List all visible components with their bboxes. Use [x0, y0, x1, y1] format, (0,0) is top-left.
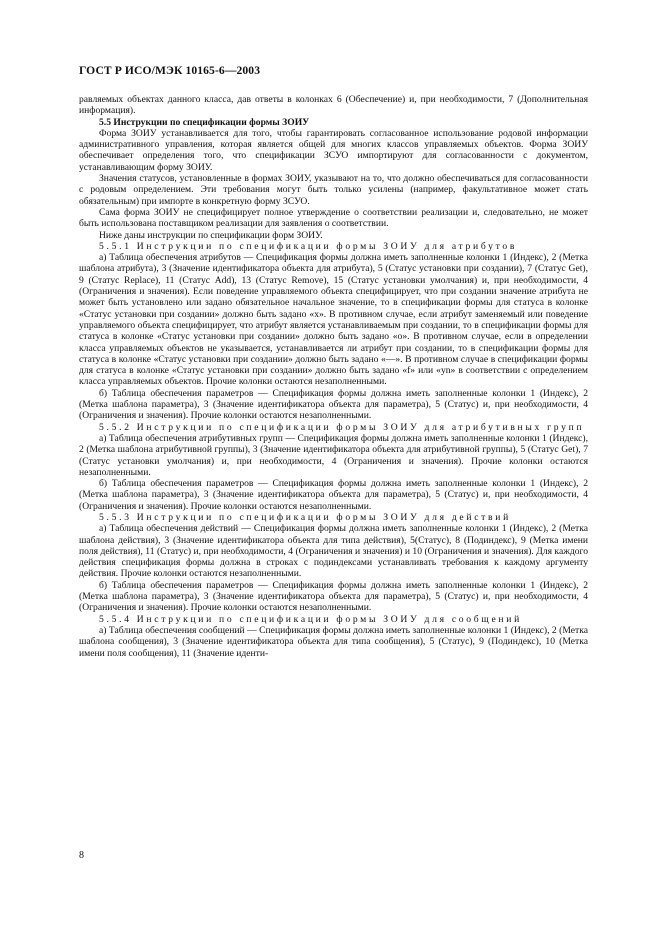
- paragraph: Сама форма ЗОИУ не специфицирует полное утверждение о соответствии реализации и, следовательно, не может быть использована поставщиком реализации для заявления о соответствии.: [79, 206, 588, 230]
- list-item: а) Таблица обеспечения атрибутивных групп — Спецификация формы должна иметь заполненные колонки 1 (Индекс), 2 (Метка шаблона атрибутивной группы), 3 (Значение идентификатора объекта для атрибутивной группы), 5 (Статус Get), 7 (Статус установки умолчания) и, при необходимости, 4 (Ограничения и значения). Прочие колонки остаются незаполненными.: [79, 432, 588, 478]
- list-item: б) Таблица обеспечения параметров — Спецификация формы должна иметь заполненные колонки 1 (Индекс), 2 (Метка шаблона параметра), 3 (Значение идентификатора объекта для параметра), 5 (Статус) и, при необходимости, 4 (Ограничения и значения). Прочие колонки остаются незаполненными.: [79, 478, 588, 512]
- list-item: а) Таблица обеспечения сообщений — Спецификация формы должна иметь заполненные колонки 1 (Индекс), 2 (Метка шаблона сообщения), 3 (Значение идентификатора объекта для типа сообщения), 5 (Статус), 9 (Подиндекс), 10 (Метка имени поля сообщения), 11 (Значение иденти-: [79, 624, 588, 659]
- list-item: а) Таблица обеспечения действий — Спецификация формы должна иметь заполненные колонки 1 (Индекс), 2 (Метка шаблона действия), 3 (Значение идентификатора объекта для типа действия), 5(Статус), 8 (Подиндекс), 9 (Метка имени поля действия), 11 (Статус) и, при необходимости, 4 (Ограничения и значения) и 10 (Ограничения и значения). Для каждого действия спецификация формы должна в строках с подиндексами устанавливать требования к каждому аргументу действия. Прочие колонки остаются незаполненными.: [79, 523, 588, 580]
- page-number: 8: [79, 850, 84, 861]
- subsection-heading-5-5-2: 5.5.2 Инструкции по спецификации формы ЗОИУ для атрибутивных групп: [99, 421, 585, 433]
- list-item: б) Таблица обеспечения параметров — Спецификация формы должна иметь заполненные колонки 1 (Индекс), 2 (Метка шаблона параметра), 3 (Значение идентификатора объекта для параметра), 5 (Статус) и, при необходимости, 4 (Ограничения и значения). Прочие колонки остаются незаполненными.: [79, 387, 588, 422]
- list-item: б) Таблица обеспечения параметров — Спецификация формы должна иметь заполненные колонки 1 (Индекс), 2 (Метка шаблона параметра), 3 (Значение идентификатора объекта для параметра), 5 (Статус) и, при необходимости, 4 (Ограничения и значения). Прочие колонки остаются незаполненными.: [79, 579, 588, 614]
- subsection-heading-5-5-3: 5.5.3 Инструкции по спецификации формы ЗОИУ для действий: [99, 511, 511, 523]
- paragraph-continuation: равляемых объектах данного класса, дав ответы в колонках 6 (Обеспечение) и, при необходимости, 7 (Дополнительная информация).: [79, 94, 588, 117]
- list-item: а) Таблица обеспечения атрибутов — Спецификация формы должна иметь заполненные колонки 1 (Индекс), 2 (Метка шаблона атрибута), 3 (Значение идентификатора объекта для атрибута), 5 (Статус установки при создании), 7 (Статус Get), 9 (Статус Replace), 11 (Статус Add), 13 (Статус Remove), 15 (Статус установки умолчания) и, при необходимости, 4 (Ограничения и значения). Если поведение управляемого объекта специфицирует, что при создании значение атрибута не может быть установлено или задано обязательное начальное значение, то в спецификации формы для статуса в колонке «Статус установки при создании» должно быть задано «х». В противном случае, если атрибут заменяемый или поведение управляемого объекта специфицирует, что атрибут является устанавливаемым при создании, то в спецификации формы для статуса в колонке «Статус установки при создании» должно быть задано «о». В противном случае, если в определении класса управляемых объектов не указывается, устанавливается ли атрибут при создании, то в спецификации формы для статуса в колонке «Статус установки при создании» должно быть задано «—». В противном случае в спецификации формы для статуса в колонке «Статус установки при создании» должно быть задано «f» или «уn» в соответствии с определением класса управляемых объектов. Прочие колонки остаются незаполненными.: [79, 252, 588, 388]
- subsection-heading-5-5-1: 5.5.1 Инструкции по спецификации формы ЗОИУ для атрибутов: [99, 240, 518, 252]
- page-body: [79, 94, 588, 659]
- section-heading-5-5: 5.5 Инструкции по спецификации формы ЗОИУ: [99, 116, 310, 128]
- paragraph: Ниже даны инструкции по спецификации форм ЗОИУ.: [99, 229, 323, 241]
- paragraph: Форма ЗОИУ устанавливается для того, чтобы гарантировать согласованное использование родовой информации административного управления, которая является общей для многих классов управляемых объектов. Форма ЗОИУ обеспечивает определения того, что спецификации ЗСУО импортируют для согласованности с документом, устанавливающим форму ЗОИУ.: [79, 127, 588, 173]
- subsection-heading-5-5-4: 5.5.4 Инструкции по спецификации формы ЗОИУ для сообщений: [99, 613, 522, 625]
- document-header: ГОСТ Р ИСО/МЭК 10165-6—2003: [79, 64, 261, 77]
- paragraph: Значения статусов, установленные в формах ЗОИУ, указывают на то, что должно обеспечиваться для согласованности с родовым определением. Эти требования могут быть только усилены (например, факультативное может стать обязательным) при импорте в конкретную форму ЗСУО.: [79, 173, 588, 207]
